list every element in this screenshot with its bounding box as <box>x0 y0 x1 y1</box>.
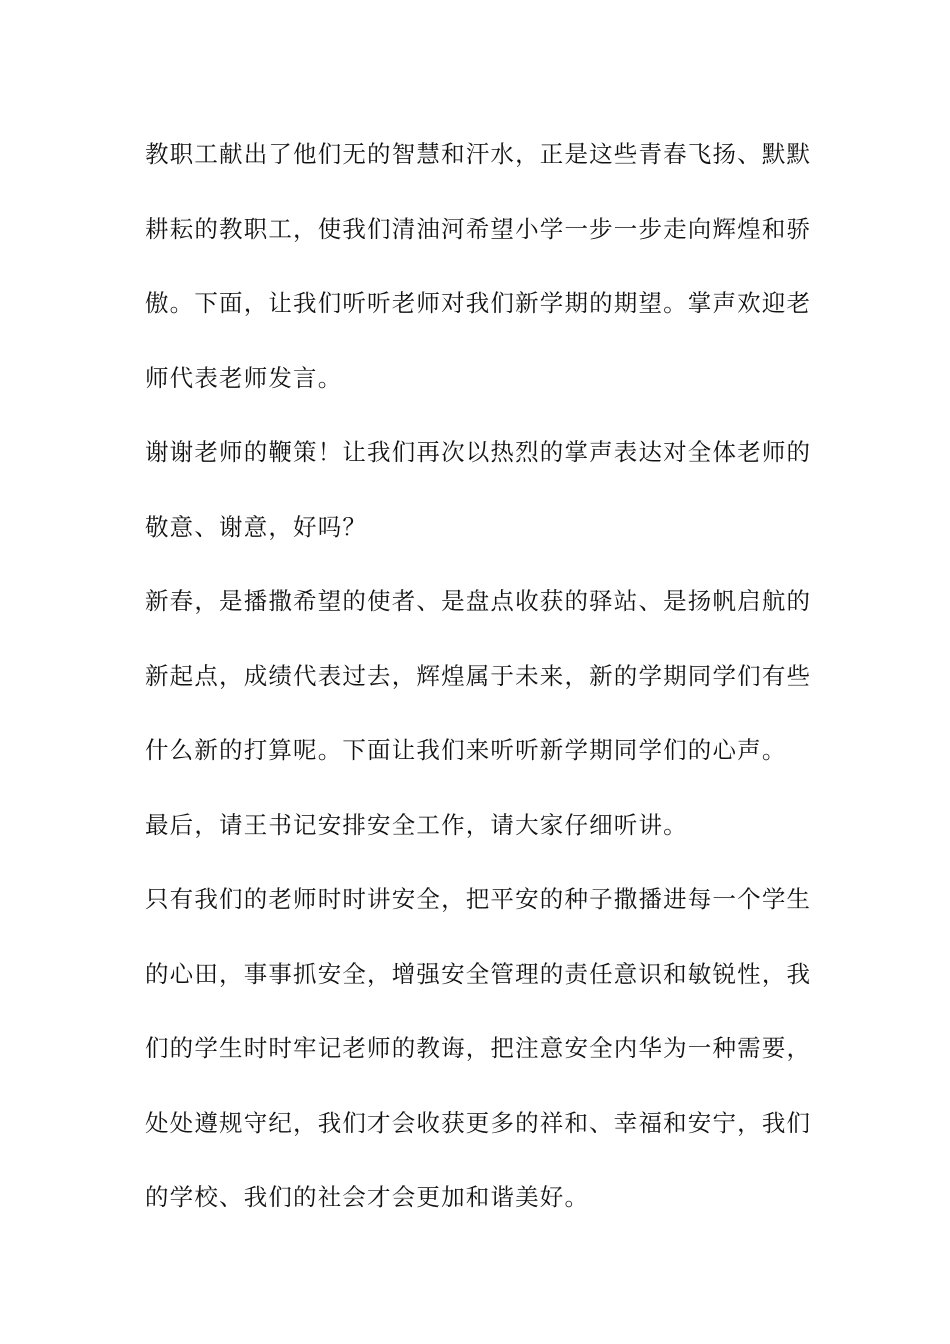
text-line: 们的学生时时牢记老师的教诲，把注意安全内华为一种需要， <box>145 1034 810 1062</box>
text-line: 教职工献出了他们无的智慧和汗水，正是这些青春飞扬、默默 <box>145 140 810 168</box>
text-line: 的学校、我们的社会才会更加和谐美好。 <box>145 1183 590 1211</box>
text-line: 新起点，成绩代表过去，辉煌属于未来，新的学期同学们有些 <box>145 661 810 690</box>
text-line: 最后，请王书记安排安全工作，请大家仔细听讲。 <box>145 810 688 839</box>
text-line: 傲。下面，让我们听听老师对我们新学期的期望。掌声欢迎老 <box>145 289 810 317</box>
text-line: 新春，是播撒希望的使者、是盘点收获的驿站、是扬帆启航的 <box>145 587 810 615</box>
text-line: 师代表老师发言。 <box>145 363 343 392</box>
text-line: 什么新的打算呢。下面让我们来听听新学期同学们的心声。 <box>145 736 787 764</box>
document-body <box>145 127 810 1245</box>
text-line: 敬意、谢意，好吗？ <box>145 512 368 541</box>
text-line: 谢谢老师的鞭策！让我们再次以热烈的掌声表达对全体老师的 <box>145 438 810 466</box>
text-line: 只有我们的老师时时讲安全，把平安的种子撒播进每一个学生 <box>145 885 810 913</box>
text-line: 的心田，事事抓安全，增强安全管理的责任意识和敏锐性，我 <box>145 959 810 988</box>
text-line: 耕耘的教职工，使我们清油河希望小学一步一步走向辉煌和骄 <box>145 214 810 243</box>
text-line: 处处遵规守纪，我们才会收获更多的祥和、幸福和安宁，我们 <box>145 1108 810 1137</box>
